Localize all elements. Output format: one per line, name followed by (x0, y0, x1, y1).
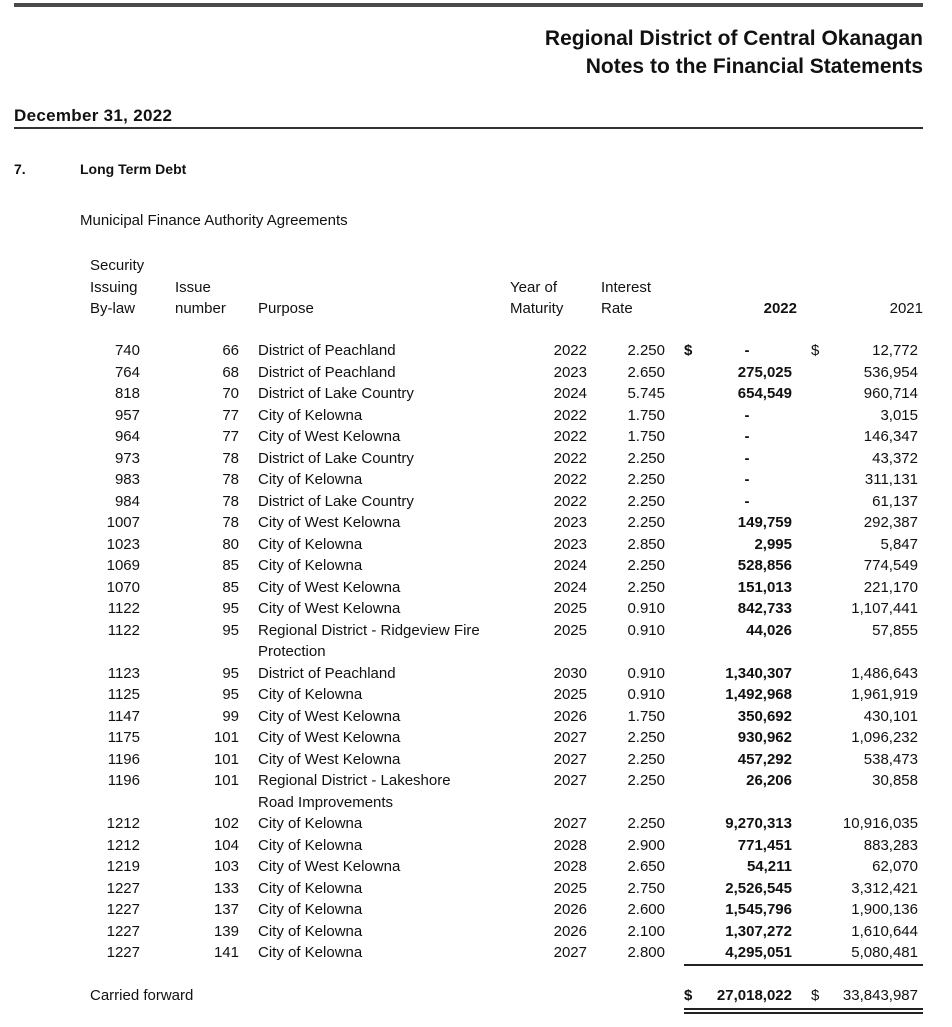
issue-cell: 104 (213, 836, 239, 854)
purpose-cell: City of West Kelowna (258, 514, 401, 531)
year-cell: 2025 (553, 600, 587, 617)
amount-2022-cell: 457,292 (737, 750, 792, 768)
year-cell: 2027 (553, 772, 587, 789)
bylaw-cell: 1123 (107, 664, 140, 682)
document-title: Notes to the Financial Statements (585, 55, 923, 78)
bylaw-cell: 1219 (106, 858, 140, 875)
purpose-cell: City of West Kelowna (258, 428, 401, 445)
purpose-cell: City of West Kelowna (258, 750, 401, 768)
amount-2021-cell: 3,312,421 (851, 879, 918, 897)
purpose-cell: City of Kelowna (258, 686, 363, 703)
year-cell: 2024 (553, 557, 587, 574)
issue-cell: 141 (213, 944, 239, 961)
rate-cell: 2.250 (627, 492, 665, 510)
issue-cell: 95 (222, 600, 239, 617)
year-cell: 2022 (553, 471, 587, 488)
rate-cell: 2.250 (627, 750, 665, 768)
note-number: 7. (14, 161, 26, 177)
issue-cell: 78 (222, 449, 239, 467)
rate-cell: 2.250 (627, 449, 665, 467)
amount-2021-cell: 221,170 (863, 578, 918, 596)
table-row (0, 362, 952, 384)
rate-cell: 2.750 (627, 879, 665, 897)
purpose-cell-continued: Road Improvements (258, 793, 394, 811)
header-purpose: Purpose (258, 300, 314, 317)
amount-2022-cell: 149,759 (737, 514, 792, 531)
year-cell: 2026 (553, 922, 587, 940)
bylaw-cell: 1175 (107, 729, 140, 746)
amount-2021-cell: 61,137 (872, 492, 918, 510)
amount-2021-cell: 1,107,441 (851, 600, 918, 617)
issue-cell: 95 (222, 621, 239, 639)
table-row (0, 426, 952, 448)
header-year (510, 277, 563, 320)
purpose-cell: City of Kelowna (258, 406, 363, 424)
year-cell: 2022 (553, 449, 587, 467)
amount-2021-cell: 774,549 (863, 557, 918, 574)
year-cell: 2023 (553, 514, 587, 531)
header-2022: 2022 (763, 300, 797, 317)
purpose-cell: City of Kelowna (258, 815, 363, 832)
amount-2022-cell: 350,692 (737, 707, 792, 725)
amount-2022-cell: 1,307,272 (725, 922, 792, 940)
bylaw-cell: 1227 (106, 922, 140, 940)
header-issue-line1: Issue (175, 278, 211, 296)
bylaw-cell: 1007 (106, 514, 140, 531)
rate-cell: 2.250 (627, 557, 665, 574)
issue-cell: 103 (213, 858, 239, 875)
amount-2022-cell: 44,026 (746, 621, 792, 639)
table-row (0, 921, 952, 943)
issue-cell: 85 (222, 578, 239, 596)
carried-forward-2022: 27,018,022 (716, 987, 792, 1004)
purpose-cell: City of West Kelowna (258, 729, 401, 746)
table-row (0, 555, 952, 577)
amount-2022-cell: - (744, 471, 750, 488)
purpose-cell: District of Lake Country (258, 492, 414, 510)
amount-2021-cell: 536,954 (863, 363, 918, 381)
table-row (0, 469, 952, 491)
rate-cell: 0.910 (627, 621, 665, 639)
dollar-sign: $ (811, 987, 820, 1004)
purpose-cell: City of West Kelowna (258, 600, 401, 617)
header-bylaw-line1: Security (90, 257, 145, 274)
bylaw-cell: 1122 (107, 600, 140, 617)
amount-2021-cell: 1,486,643 (851, 664, 918, 682)
year-cell: 2030 (553, 664, 587, 682)
purpose-cell: City of Kelowna (258, 535, 363, 553)
rate-cell: 5.745 (627, 385, 665, 402)
amount-2022-cell: - (744, 342, 750, 359)
rate-cell: 2.250 (627, 772, 665, 789)
table-row (0, 620, 952, 642)
rate-cell: 1.750 (627, 406, 665, 424)
bylaw-cell: 973 (114, 449, 140, 467)
year-cell: 2026 (553, 901, 587, 918)
issue-cell: 78 (222, 471, 239, 488)
table-row (0, 813, 952, 835)
rate-cell: 2.850 (627, 535, 665, 553)
bylaw-cell: 764 (114, 363, 140, 381)
header-year-line2: Maturity (510, 300, 564, 317)
amount-2021-cell: 1,096,232 (851, 729, 918, 746)
year-cell: 2028 (553, 858, 587, 875)
header-2021: 2021 (889, 300, 923, 317)
rate-cell: 2.650 (627, 858, 665, 875)
table-row (0, 405, 952, 427)
issue-cell: 70 (222, 385, 239, 402)
amount-2021-cell: 57,855 (872, 621, 918, 639)
purpose-cell: City of Kelowna (258, 836, 363, 854)
issue-cell: 77 (222, 406, 239, 424)
amount-2022-cell: 1,492,968 (725, 686, 792, 703)
purpose-cell: City of West Kelowna (258, 707, 401, 725)
year-cell: 2022 (553, 428, 587, 445)
purpose-cell: City of Kelowna (258, 901, 363, 918)
rate-cell: 0.910 (627, 686, 665, 703)
bylaw-cell: 818 (114, 385, 140, 402)
amount-2022-cell: 771,451 (737, 836, 792, 854)
table-row (0, 598, 952, 620)
issue-cell: 101 (213, 729, 239, 746)
bylaw-cell: 1196 (107, 772, 140, 789)
total-double-rule (684, 1012, 923, 1014)
purpose-cell: City of Kelowna (258, 879, 363, 897)
year-cell: 2024 (553, 385, 587, 402)
amount-2021-cell: 5,080,481 (851, 944, 918, 961)
table-row (0, 534, 952, 556)
table-row (0, 942, 952, 964)
purpose-cell: City of Kelowna (258, 471, 363, 488)
bylaw-cell: 1227 (106, 879, 140, 897)
purpose-cell: District of Peachland (258, 342, 396, 359)
purpose-cell: City of Kelowna (258, 557, 363, 574)
amount-2021-cell: 62,070 (872, 858, 918, 875)
bylaw-cell: 1125 (107, 686, 140, 703)
amount-2022-cell: 1,340,307 (725, 664, 792, 682)
rate-cell: 2.250 (627, 342, 665, 359)
issue-cell: 99 (222, 707, 239, 725)
amount-2021-cell: 12,772 (872, 342, 918, 359)
amount-2021-cell: 30,858 (872, 772, 918, 789)
header-bylaw-line3: By-law (90, 300, 136, 317)
table-row (0, 749, 952, 771)
header-bylaw-line2: Issuing (90, 278, 138, 296)
date-rule (14, 127, 923, 129)
amount-2022-cell: 930,962 (737, 729, 792, 746)
issue-cell: 95 (222, 664, 239, 682)
bylaw-cell: 984 (114, 492, 140, 510)
purpose-cell: City of Kelowna (258, 922, 363, 940)
bylaw-cell: 1212 (106, 815, 140, 832)
purpose-cell-continued: Protection (258, 643, 326, 660)
bylaw-cell: 957 (114, 406, 140, 424)
statement-date: December 31, 2022 (14, 106, 173, 125)
rate-cell: 2.800 (627, 944, 665, 961)
purpose-cell: Regional District - Ridgeview Fire (258, 621, 480, 639)
amount-2021-cell: 43,372 (872, 449, 918, 467)
top-border (14, 3, 923, 7)
table-row-continuation (0, 792, 952, 814)
amount-2022-cell: 275,025 (737, 363, 792, 381)
header-rate-line2: Rate (601, 300, 633, 317)
table-row (0, 491, 952, 513)
bylaw-cell: 1023 (106, 535, 140, 553)
dollar-sign: $ (684, 342, 693, 359)
amount-2021-cell: 311,131 (864, 471, 918, 488)
header-rate-line1: Interest (601, 278, 652, 296)
year-cell: 2027 (553, 944, 587, 961)
table-row (0, 878, 952, 900)
amount-2022-cell: 54,211 (746, 858, 792, 875)
year-cell: 2025 (553, 621, 587, 639)
table-row (0, 856, 952, 878)
year-cell: 2022 (553, 342, 587, 359)
purpose-cell: City of West Kelowna (258, 858, 401, 875)
amount-2021-cell: 883,283 (863, 836, 918, 854)
year-cell: 2026 (553, 707, 587, 725)
amount-2022-cell: - (744, 449, 750, 467)
subtotal-rule (684, 964, 923, 966)
year-cell: 2024 (553, 578, 587, 596)
table-row (0, 663, 952, 685)
amount-2022-cell: 2,995 (754, 535, 792, 553)
issue-cell: 66 (222, 342, 239, 359)
purpose-cell: District of Lake Country (258, 385, 414, 402)
rate-cell: 1.750 (627, 707, 665, 725)
header-issue-line2: number (175, 300, 226, 317)
rate-cell: 2.250 (627, 815, 665, 832)
rate-cell: 2.250 (627, 729, 665, 746)
issue-cell: 68 (222, 363, 239, 381)
amount-2021-cell: 5,847 (880, 535, 918, 553)
header-year-line1: Year of (510, 278, 557, 296)
year-cell: 2028 (553, 836, 587, 854)
rate-cell: 0.910 (627, 664, 665, 682)
amount-2021-cell: 292,387 (863, 514, 918, 531)
amount-2022-cell: - (744, 406, 750, 424)
year-cell: 2027 (553, 815, 587, 832)
issue-cell: 85 (222, 557, 239, 574)
header-rate (601, 277, 651, 320)
amount-2021-cell: 538,473 (863, 750, 918, 768)
note-title: Long Term Debt (80, 161, 187, 177)
amount-2022-cell: 654,549 (737, 385, 792, 402)
table-row (0, 684, 952, 706)
issue-cell: 78 (222, 492, 239, 510)
year-cell: 2023 (553, 363, 587, 381)
bylaw-cell: 1070 (106, 578, 140, 596)
bylaw-cell: 1227 (106, 944, 140, 961)
bylaw-cell: 1147 (107, 707, 140, 725)
year-cell: 2023 (553, 535, 587, 553)
table-row (0, 899, 952, 921)
amount-2022-cell: 842,733 (737, 600, 792, 617)
table-row (0, 835, 952, 857)
rate-cell: 2.900 (627, 836, 665, 854)
amount-2021-cell: 146,347 (863, 428, 918, 445)
bylaw-cell: 1227 (106, 901, 140, 918)
issue-cell: 77 (222, 428, 239, 445)
issue-cell: 78 (222, 514, 239, 531)
issue-cell: 80 (222, 535, 239, 553)
year-cell: 2025 (553, 686, 587, 703)
table-row (0, 706, 952, 728)
carried-forward-label: Carried forward (90, 987, 194, 1004)
amount-2022-cell: - (744, 492, 750, 510)
bylaw-cell: 1122 (107, 621, 140, 639)
purpose-cell: Regional District - Lakeshore (258, 772, 451, 789)
rate-cell: 2.100 (627, 922, 665, 940)
amount-2021-cell: 430,101 (863, 707, 918, 725)
year-cell: 2025 (553, 879, 587, 897)
bylaw-cell: 1196 (107, 750, 140, 768)
table-row (0, 727, 952, 749)
bylaw-cell: 740 (114, 342, 140, 359)
amount-2022-cell: 2,526,545 (725, 879, 792, 897)
amount-2022-cell: 528,856 (737, 557, 792, 574)
rate-cell: 2.250 (627, 578, 665, 596)
rate-cell: 2.250 (627, 514, 665, 531)
issue-cell: 137 (213, 901, 239, 918)
bylaw-cell: 1212 (106, 836, 140, 854)
header-issue (175, 277, 226, 320)
bylaw-cell: 1069 (106, 557, 140, 574)
org-title: Regional District of Central Okanagan (544, 27, 923, 50)
purpose-cell: District of Peachland (258, 664, 396, 682)
amount-2021-cell: 1,610,644 (851, 922, 918, 940)
amount-2022-cell: 4,295,051 (725, 944, 792, 961)
carried-forward-row (0, 985, 952, 1007)
amount-2021-cell: 10,916,035 (842, 815, 918, 832)
rate-cell: 2.600 (627, 901, 665, 918)
amount-2021-cell: 1,961,919 (851, 686, 918, 703)
table-row (0, 340, 952, 362)
bylaw-cell: 983 (114, 471, 140, 488)
rate-cell: 2.650 (627, 363, 665, 381)
total-double-rule (684, 1008, 923, 1010)
rate-cell: 2.250 (627, 471, 665, 488)
rate-cell: 0.910 (627, 600, 665, 617)
carried-forward-2021: 33,843,987 (842, 987, 918, 1004)
purpose-cell: District of Peachland (258, 363, 396, 381)
amount-2021-cell: 960,714 (863, 385, 918, 402)
issue-cell: 102 (213, 815, 239, 832)
purpose-cell: City of Kelowna (258, 944, 363, 961)
amount-2022-cell: 151,013 (737, 578, 792, 596)
amount-2022-cell: 9,270,313 (725, 815, 792, 832)
year-cell: 2027 (553, 750, 587, 768)
table-row (0, 448, 952, 470)
table-row (0, 383, 952, 405)
table-row (0, 577, 952, 599)
rate-cell: 1.750 (627, 428, 665, 445)
bylaw-cell: 964 (114, 428, 140, 445)
table-row (0, 770, 952, 792)
year-cell: 2022 (553, 492, 587, 510)
amount-2022-cell: 1,545,796 (725, 901, 792, 918)
issue-cell: 101 (213, 750, 239, 768)
amount-2022-cell: 26,206 (746, 772, 792, 789)
amount-2021-cell: 1,900,136 (851, 901, 918, 918)
table-row-continuation (0, 641, 952, 663)
purpose-cell: City of West Kelowna (258, 578, 401, 596)
header-bylaw (90, 255, 144, 320)
amount-2022-cell: - (744, 428, 750, 445)
issue-cell: 133 (213, 879, 239, 897)
dollar-sign: $ (684, 987, 693, 1004)
table-row (0, 512, 952, 534)
issue-cell: 139 (213, 922, 239, 940)
year-cell: 2027 (553, 729, 587, 746)
year-cell: 2022 (553, 406, 587, 424)
purpose-cell: District of Lake Country (258, 449, 414, 467)
issue-cell: 101 (213, 772, 239, 789)
amount-2021-cell: 3,015 (880, 406, 918, 424)
dollar-sign: $ (811, 342, 820, 359)
section-subtitle: Municipal Finance Authority Agreements (80, 212, 348, 229)
issue-cell: 95 (222, 686, 239, 703)
